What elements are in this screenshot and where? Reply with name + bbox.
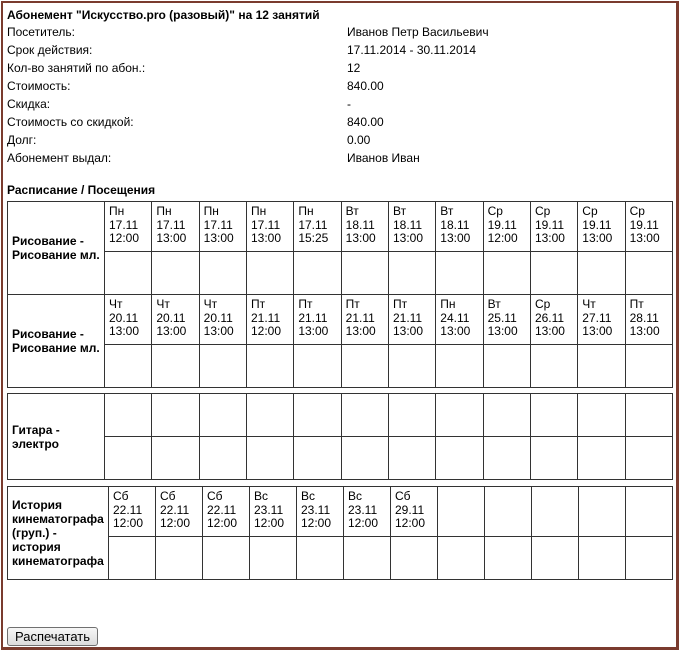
lesson-slot bbox=[246, 295, 293, 345]
attendance-cell[interactable] bbox=[294, 437, 341, 480]
attendance-cell[interactable] bbox=[344, 537, 391, 580]
attendance-cell[interactable] bbox=[530, 437, 577, 480]
slot-date: 24.11 bbox=[440, 310, 470, 325]
schedule-table bbox=[7, 294, 673, 388]
schedule-slots-row bbox=[8, 394, 673, 437]
slot-date: 25.11 bbox=[487, 310, 517, 325]
slot-date: 18.11 bbox=[392, 217, 423, 232]
info-label: Стоимость со скидкой: bbox=[7, 115, 134, 129]
lesson-slot bbox=[341, 295, 388, 345]
slot-time: 13:00 bbox=[250, 231, 282, 245]
attendance-cell[interactable] bbox=[625, 345, 672, 388]
slot-dow: Вс bbox=[301, 489, 316, 503]
slot-time: 12:00 bbox=[113, 516, 144, 530]
lesson-slot bbox=[530, 394, 577, 437]
slot-time: 13:00 bbox=[203, 231, 234, 245]
info-row-discounted-price bbox=[7, 115, 667, 131]
lesson-slot bbox=[388, 295, 435, 345]
slot-dow: Вс bbox=[348, 489, 363, 503]
attendance-cell[interactable] bbox=[485, 537, 532, 580]
slot-time: 13:00 bbox=[534, 231, 565, 245]
attendance-cell[interactable] bbox=[579, 537, 626, 580]
lesson-slot bbox=[391, 487, 438, 537]
lesson-slot bbox=[530, 202, 577, 252]
slot-time: 13:00 bbox=[392, 231, 423, 245]
lesson-slot bbox=[483, 295, 530, 345]
schedule-table bbox=[7, 393, 673, 480]
lesson-slot bbox=[436, 295, 483, 345]
slot-date: 26.11 bbox=[534, 310, 565, 325]
info-row-visitor bbox=[7, 25, 667, 41]
attendance-cell[interactable] bbox=[626, 537, 673, 580]
lesson-slot bbox=[105, 202, 152, 252]
slot-time: 13:00 bbox=[298, 324, 329, 338]
attendance-cell[interactable] bbox=[625, 437, 672, 480]
slot-dow: Чт bbox=[109, 297, 123, 311]
lesson-slot bbox=[199, 394, 246, 437]
lesson-slot bbox=[250, 487, 297, 537]
slot-date: 18.11 bbox=[440, 217, 470, 232]
slot-date: 27.11 bbox=[582, 310, 612, 325]
slot-dow: Ср bbox=[487, 204, 503, 218]
slot-dow: Вт bbox=[345, 204, 359, 218]
attendance-cell[interactable] bbox=[250, 537, 297, 580]
attendance-row bbox=[8, 437, 673, 480]
slot-time: 13:00 bbox=[345, 231, 376, 245]
attendance-row bbox=[8, 345, 673, 388]
slot-date: 18.11 bbox=[345, 217, 375, 232]
slot-dow: Пт bbox=[629, 297, 644, 311]
attendance-cell[interactable] bbox=[341, 252, 388, 295]
info-row-validity bbox=[7, 43, 667, 59]
slot-time: 13:00 bbox=[345, 324, 376, 338]
lesson-slot bbox=[579, 487, 626, 537]
slot-dow: Чт bbox=[582, 297, 596, 311]
slot-time: 12:00 bbox=[254, 516, 285, 530]
lesson-slot bbox=[483, 202, 530, 252]
slot-date: 21.11 bbox=[392, 310, 423, 325]
slot-dow: Пт bbox=[345, 297, 360, 311]
attendance-cell[interactable] bbox=[578, 437, 625, 480]
slot-time: 12:00 bbox=[395, 516, 426, 530]
lesson-slot bbox=[625, 202, 672, 252]
slot-time: 13:00 bbox=[109, 324, 140, 338]
slot-date: 22.11 bbox=[207, 502, 237, 517]
attendance-cell[interactable] bbox=[105, 437, 152, 480]
slot-date: 19.11 bbox=[629, 217, 659, 232]
lesson-slot bbox=[199, 202, 246, 252]
lesson-slot bbox=[578, 202, 625, 252]
lesson-slot bbox=[105, 394, 152, 437]
slot-dow: Пт bbox=[298, 297, 313, 311]
slot-date: 21.11 bbox=[298, 310, 328, 325]
attendance-cell[interactable] bbox=[246, 252, 293, 295]
lesson-slot bbox=[156, 487, 203, 537]
info-value: 12 bbox=[347, 61, 361, 75]
slot-time: 13:00 bbox=[203, 324, 234, 338]
lesson-slot bbox=[294, 394, 341, 437]
lesson-slot bbox=[532, 487, 579, 537]
lesson-slot bbox=[297, 487, 344, 537]
slot-dow: Сб bbox=[113, 489, 129, 503]
attendance-cell[interactable] bbox=[199, 437, 246, 480]
subject-name: Гитара - электро bbox=[8, 394, 105, 480]
attendance-cell[interactable] bbox=[530, 252, 577, 295]
slot-time: 13:00 bbox=[487, 324, 518, 338]
slot-dow: Пн bbox=[298, 204, 314, 218]
slot-time: 13:00 bbox=[440, 231, 471, 245]
lesson-slot bbox=[485, 487, 532, 537]
attendance-row bbox=[8, 252, 673, 295]
schedule-title: Расписание / Посещения bbox=[7, 183, 156, 197]
info-label: Кол-во занятий по абон.: bbox=[7, 61, 146, 75]
slot-time: 13:00 bbox=[392, 324, 423, 338]
lesson-slot bbox=[294, 295, 341, 345]
schedule-slots-row bbox=[8, 295, 673, 345]
slot-time: 12:00 bbox=[250, 324, 282, 338]
slot-date: 19.11 bbox=[534, 217, 565, 232]
attendance-cell[interactable] bbox=[156, 537, 203, 580]
attendance-cell[interactable] bbox=[578, 345, 625, 388]
slot-date: 21.11 bbox=[345, 310, 375, 325]
lesson-slot bbox=[388, 202, 435, 252]
lesson-slot bbox=[109, 487, 156, 537]
lesson-slot bbox=[530, 295, 577, 345]
attendance-cell[interactable] bbox=[246, 345, 293, 388]
attendance-cell[interactable] bbox=[388, 437, 435, 480]
slot-date: 23.11 bbox=[348, 502, 378, 517]
attendance-cell[interactable] bbox=[341, 345, 388, 388]
slot-time: 13:00 bbox=[582, 324, 613, 338]
slot-date: 20.11 bbox=[109, 310, 139, 325]
slot-dow: Пн bbox=[109, 204, 125, 218]
lesson-slot bbox=[578, 295, 625, 345]
slot-dow: Пт bbox=[392, 297, 408, 311]
info-row-discount bbox=[7, 97, 667, 113]
attendance-cell[interactable] bbox=[105, 252, 152, 295]
attendance-cell[interactable] bbox=[483, 252, 530, 295]
attendance-cell[interactable] bbox=[341, 437, 388, 480]
slot-time: 12:00 bbox=[348, 516, 379, 530]
attendance-cell[interactable] bbox=[199, 252, 246, 295]
subject-name: Рисование - Рисование мл. bbox=[8, 295, 105, 388]
info-value: 0.00 bbox=[347, 133, 371, 147]
slot-dow: Чт bbox=[156, 297, 170, 311]
attendance-cell[interactable] bbox=[578, 252, 625, 295]
lesson-slot bbox=[203, 487, 250, 537]
schedule-table bbox=[7, 201, 673, 295]
slot-date: 17.11 bbox=[298, 217, 328, 232]
slot-date: 17.11 bbox=[109, 217, 139, 232]
info-label: Срок действия: bbox=[7, 43, 93, 57]
lesson-slot bbox=[341, 394, 388, 437]
info-value: Иванов Петр Васильевич bbox=[347, 25, 489, 39]
attendance-cell[interactable] bbox=[203, 537, 250, 580]
attendance-cell[interactable] bbox=[105, 345, 152, 388]
attendance-cell[interactable] bbox=[294, 252, 341, 295]
attendance-cell[interactable] bbox=[152, 252, 199, 295]
lesson-slot bbox=[152, 202, 199, 252]
slot-dow: Вт bbox=[487, 297, 501, 311]
slot-time: 13:00 bbox=[156, 324, 187, 338]
schedule-slots-row bbox=[8, 487, 673, 537]
slot-dow: Сб bbox=[395, 489, 411, 503]
attendance-cell[interactable] bbox=[483, 437, 530, 480]
lesson-slot bbox=[344, 487, 391, 537]
info-label: Посетитель: bbox=[7, 25, 75, 39]
info-value: 840.00 bbox=[347, 115, 384, 129]
info-value: - bbox=[347, 97, 351, 111]
subject-name: Рисование - Рисование мл. bbox=[8, 202, 105, 295]
attendance-cell[interactable] bbox=[391, 537, 438, 580]
attendance-cell[interactable] bbox=[109, 537, 156, 580]
lesson-slot bbox=[246, 394, 293, 437]
attendance-cell[interactable] bbox=[388, 345, 435, 388]
lesson-slot bbox=[578, 394, 625, 437]
info-row-debt bbox=[7, 133, 667, 149]
slot-dow: Пт bbox=[250, 297, 266, 311]
slot-date: 22.11 bbox=[160, 502, 190, 517]
slot-date: 20.11 bbox=[203, 310, 233, 325]
slot-time: 13:00 bbox=[582, 231, 613, 245]
slot-dow: Сб bbox=[207, 489, 223, 503]
slot-time: 15:25 bbox=[298, 231, 329, 245]
attendance-cell[interactable] bbox=[436, 345, 483, 388]
slot-time: 12:00 bbox=[301, 516, 332, 530]
info-value: 17.11.2014 - 30.11.2014 bbox=[347, 43, 476, 57]
lesson-slot bbox=[438, 487, 485, 537]
attendance-cell[interactable] bbox=[483, 345, 530, 388]
lesson-slot bbox=[626, 487, 673, 537]
slot-dow: Ср bbox=[534, 297, 551, 311]
slot-time: 13:00 bbox=[156, 231, 187, 245]
lesson-slot bbox=[152, 295, 199, 345]
slot-dow: Пн bbox=[440, 297, 456, 311]
lesson-slot bbox=[483, 394, 530, 437]
info-row-issued-by bbox=[7, 151, 667, 167]
page-title: Абонемент "Искусство.pro (разовый)" на 12 занятий bbox=[7, 8, 320, 22]
slot-dow: Ср bbox=[629, 204, 645, 218]
slot-time: 12:00 bbox=[109, 231, 140, 245]
slot-dow: Пн bbox=[203, 204, 219, 218]
slot-date: 17.11 bbox=[156, 217, 186, 232]
lesson-slot bbox=[152, 394, 199, 437]
attendance-cell[interactable] bbox=[438, 537, 485, 580]
info-value: 840.00 bbox=[347, 79, 384, 93]
slot-dow: Вс bbox=[254, 489, 269, 503]
slot-dow: Сб bbox=[160, 489, 176, 503]
attendance-cell[interactable] bbox=[388, 252, 435, 295]
slot-date: 20.11 bbox=[156, 310, 186, 325]
slot-time: 13:00 bbox=[629, 231, 660, 245]
attendance-cell[interactable] bbox=[530, 345, 577, 388]
lesson-slot bbox=[294, 202, 341, 252]
slot-time: 13:00 bbox=[629, 324, 660, 338]
slot-date: 22.11 bbox=[113, 502, 143, 517]
slot-time: 13:00 bbox=[534, 324, 565, 338]
attendance-cell[interactable] bbox=[152, 437, 199, 480]
slot-date: 19.11 bbox=[487, 217, 517, 232]
lesson-slot bbox=[388, 394, 435, 437]
info-row-lesson-count bbox=[7, 61, 667, 77]
lesson-slot bbox=[436, 394, 483, 437]
subject-name: История кинематографа (груп.) - история кинематографа bbox=[8, 487, 109, 580]
slot-date: 29.11 bbox=[395, 502, 425, 517]
slot-date: 17.11 bbox=[250, 217, 281, 232]
attendance-cell[interactable] bbox=[152, 345, 199, 388]
info-label: Долг: bbox=[7, 133, 37, 147]
slot-date: 21.11 bbox=[250, 310, 281, 325]
attendance-cell[interactable] bbox=[294, 345, 341, 388]
attendance-cell[interactable] bbox=[246, 437, 293, 480]
schedule-slots-row bbox=[8, 202, 673, 252]
info-value: Иванов Иван bbox=[347, 151, 420, 165]
slot-dow: Пн bbox=[250, 204, 267, 218]
lesson-slot bbox=[436, 202, 483, 252]
lesson-slot bbox=[105, 295, 152, 345]
slot-date: 28.11 bbox=[629, 310, 659, 325]
attendance-cell[interactable] bbox=[297, 537, 344, 580]
slot-dow: Вт bbox=[440, 204, 454, 218]
lesson-slot bbox=[625, 394, 672, 437]
slot-dow: Вт bbox=[392, 204, 407, 218]
slot-dow: Пн bbox=[156, 204, 172, 218]
slot-time: 12:00 bbox=[487, 231, 518, 245]
slot-date: 23.11 bbox=[254, 502, 284, 517]
info-label: Скидка: bbox=[7, 97, 51, 111]
lesson-slot bbox=[199, 295, 246, 345]
slot-date: 23.11 bbox=[301, 502, 331, 517]
info-row-price bbox=[7, 79, 667, 95]
slot-dow: Ср bbox=[534, 204, 551, 218]
slot-dow: Чт bbox=[203, 297, 218, 311]
lesson-slot bbox=[341, 202, 388, 252]
attendance-cell[interactable] bbox=[436, 437, 483, 480]
lesson-slot bbox=[625, 295, 672, 345]
schedule-table bbox=[7, 486, 673, 580]
slot-time: 12:00 bbox=[160, 516, 191, 530]
info-label: Абонемент выдал: bbox=[7, 151, 112, 165]
lesson-slot bbox=[246, 202, 293, 252]
info-label: Стоимость: bbox=[7, 79, 71, 93]
print-button[interactable]: Распечатать bbox=[7, 627, 98, 646]
slot-date: 17.11 bbox=[203, 217, 233, 232]
slot-time: 13:00 bbox=[440, 324, 471, 338]
slot-date: 19.11 bbox=[582, 217, 612, 232]
slot-dow: Ср bbox=[582, 204, 598, 218]
attendance-cell[interactable] bbox=[625, 252, 672, 295]
slot-time: 12:00 bbox=[207, 516, 238, 530]
attendance-cell[interactable] bbox=[199, 345, 246, 388]
attendance-cell[interactable] bbox=[436, 252, 483, 295]
attendance-cell[interactable] bbox=[532, 537, 579, 580]
